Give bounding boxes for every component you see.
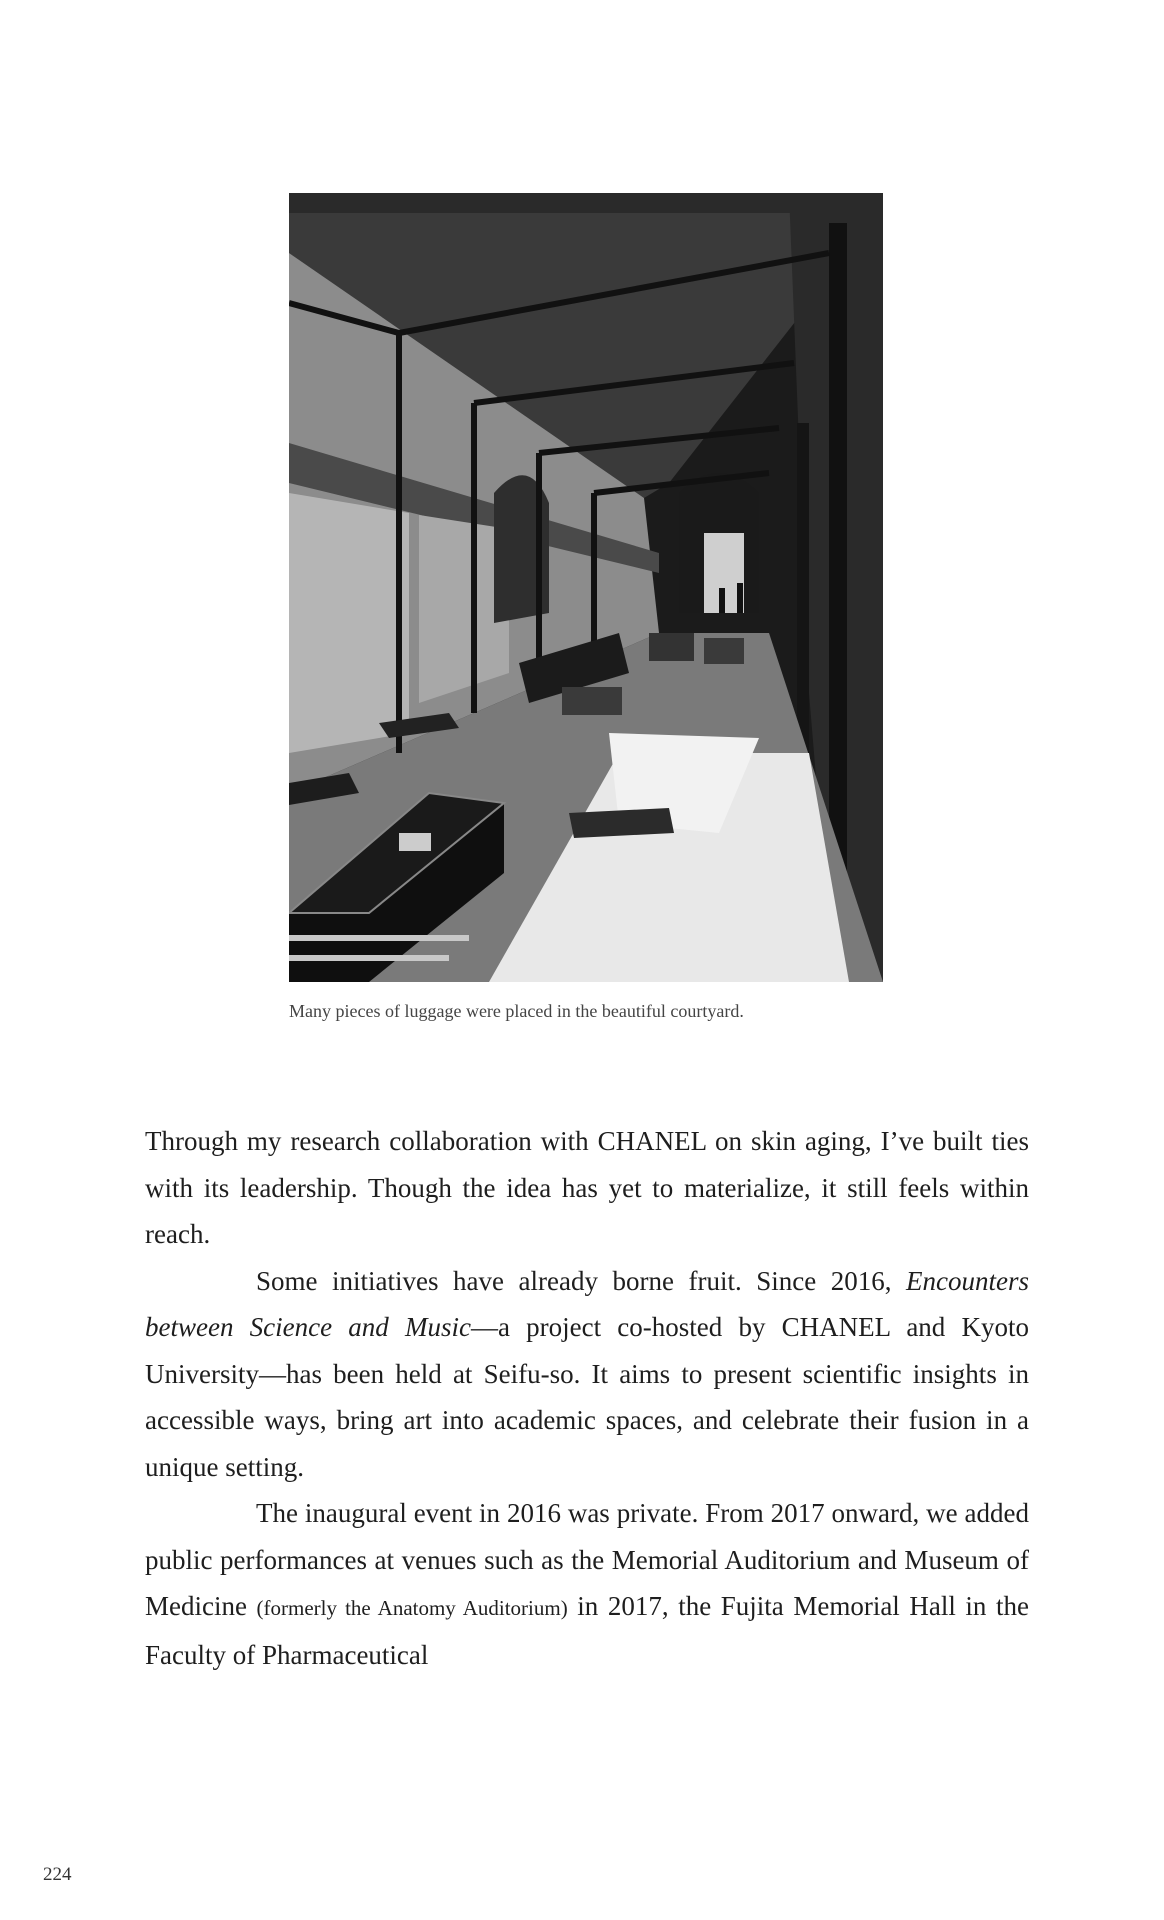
paragraph-3-start: The inaugural event in 2016 was private. From 2017 onward, we added public performances at venues such as the Memorial Auditorium and Museum of Medicine [145, 1498, 1029, 1621]
body-text [145, 1118, 1029, 1678]
courtyard-photo [289, 193, 883, 982]
paragraph-2-end: —a project co-hosted by CHANEL and Kyoto University—has been held at Seifu-so. It aims to present scientific insights in accessible ways, bring art into academic spaces, and celebrate their fusion in a unique setting. [145, 1312, 1029, 1482]
paragraph-3-end: in 2017, the Fujita Memorial Hall in the Faculty of Pharmaceutical [145, 1591, 1029, 1670]
paragraph-3 [145, 1490, 1029, 1678]
figure-caption: Many pieces of luggage were placed in the beautiful courtyard. [289, 1001, 744, 1021]
paragraph-2-start: Some initiatives have already borne fruit. Since 2016, [256, 1265, 907, 1296]
paragraph-2 [145, 1258, 1029, 1491]
parenthetical-note: (formerly the Anatomy Auditorium) [256, 1596, 568, 1620]
page-number: 224 [43, 1864, 72, 1885]
project-title: Encounters between Science and Music [145, 1265, 1029, 1342]
paragraph-1: Through my research collaboration with CHANEL on skin aging, I’ve built ties with its leadership. Though the idea has yet to materialize, it still feels within reach. [145, 1126, 1029, 1249]
